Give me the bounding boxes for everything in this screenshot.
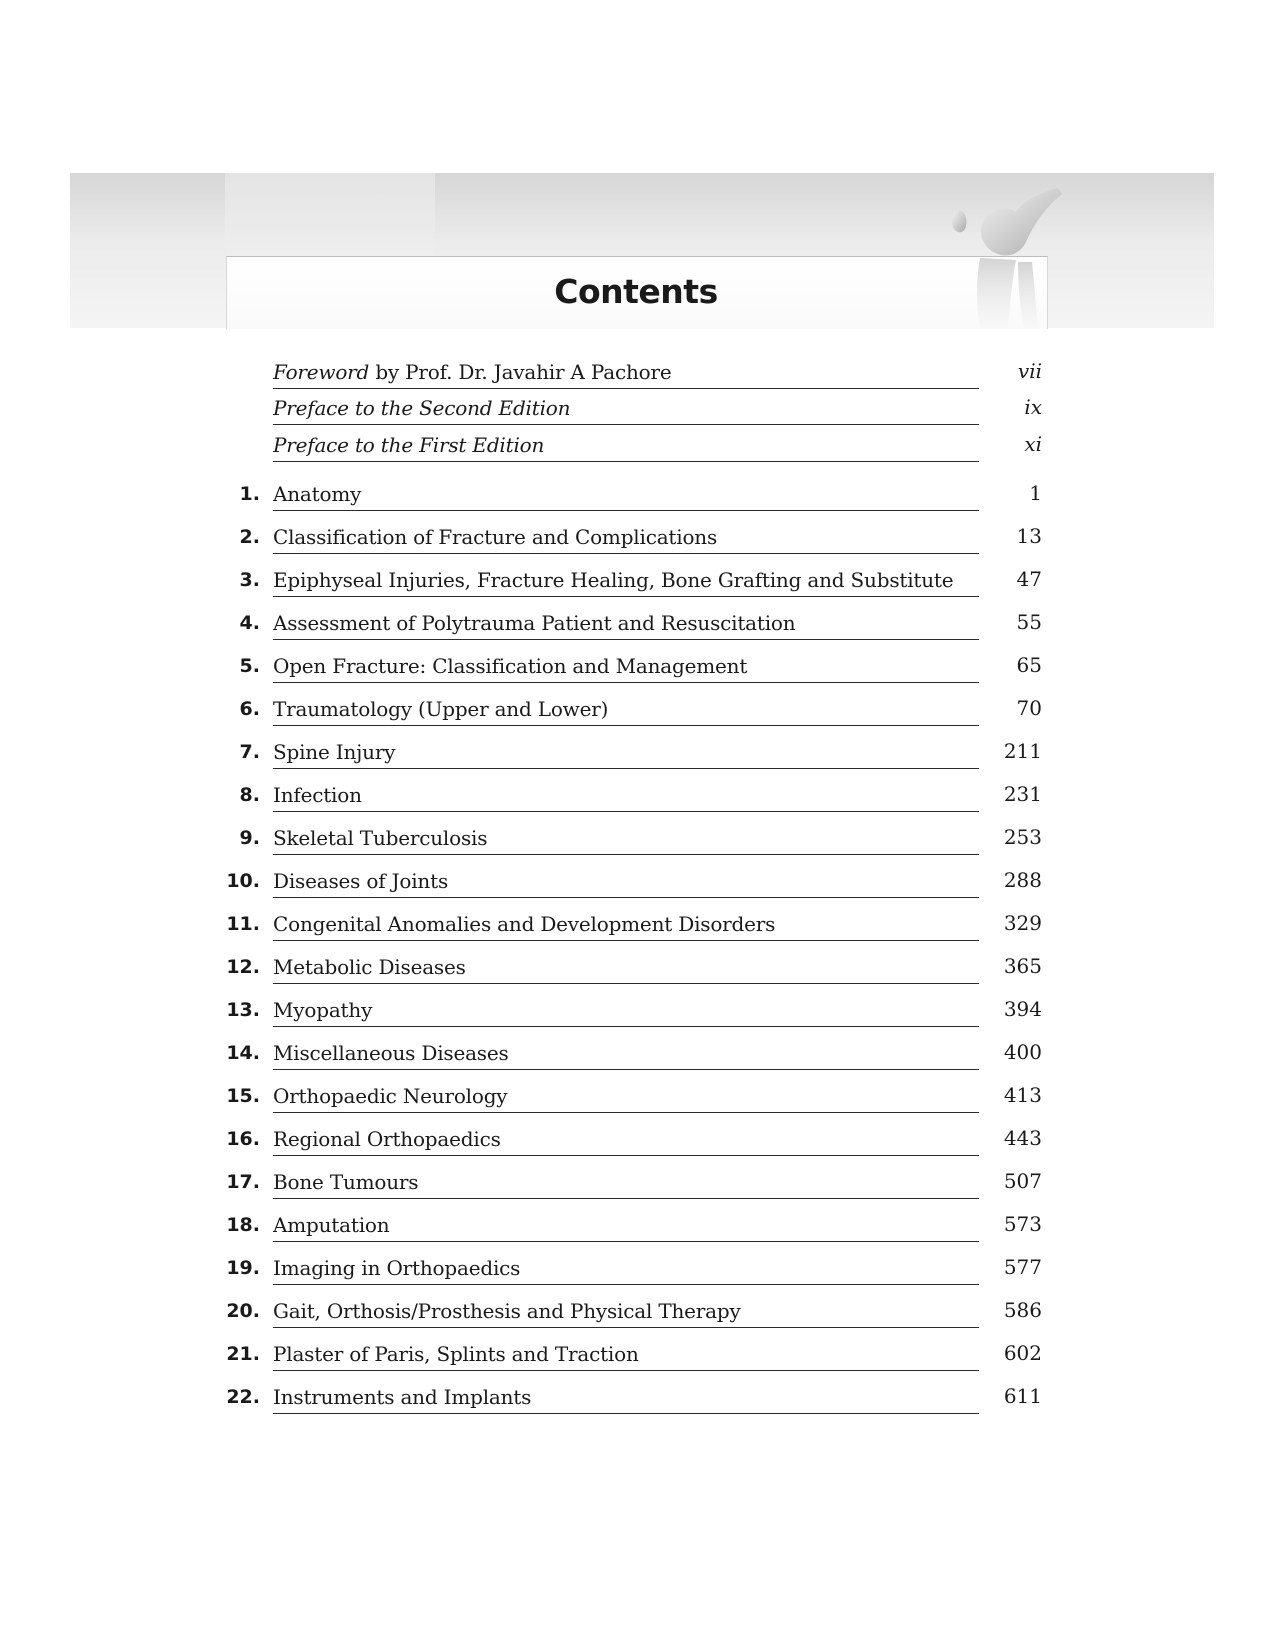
- toc-row-foreword: [0, 359, 1275, 389]
- chapter-page: 288: [1003, 868, 1042, 892]
- toc-row-chapter: [0, 1169, 1275, 1199]
- chapter-title: Traumatology (Upper and Lower): [273, 695, 979, 726]
- chapter-number: 14.: [226, 1042, 260, 1064]
- chapter-page: 231: [1003, 782, 1042, 806]
- chapter-page: 329: [1003, 911, 1042, 935]
- toc-entry-page: vii: [1017, 359, 1042, 383]
- chapter-title: Metabolic Diseases: [273, 953, 979, 984]
- chapter-title: Imaging in Orthopaedics: [273, 1254, 979, 1285]
- chapter-title: Infection: [273, 781, 979, 812]
- chapter-page: 602: [1003, 1341, 1042, 1365]
- chapter-page: 611: [1003, 1384, 1042, 1408]
- chapter-number: 3.: [239, 569, 260, 591]
- chapter-page: 573: [1003, 1212, 1042, 1236]
- toc-row-chapter: [0, 868, 1275, 898]
- chapter-number: 15.: [226, 1085, 260, 1107]
- toc-row-preface-second: [0, 395, 1275, 425]
- toc-row-chapter: [0, 739, 1275, 769]
- chapter-page: 394: [1003, 997, 1042, 1021]
- chapter-title: Anatomy: [273, 480, 979, 511]
- chapter-page: 507: [1003, 1169, 1042, 1193]
- chapter-page: 586: [1003, 1298, 1042, 1322]
- toc-entry-title-rest: by Prof. Dr. Javahir A Pachore: [369, 360, 672, 384]
- toc-row-chapter: [0, 1298, 1275, 1328]
- toc-row-chapter: [0, 610, 1275, 640]
- toc-row-chapter: [0, 1083, 1275, 1113]
- chapter-title: Diseases of Joints: [273, 867, 979, 898]
- chapter-number: 13.: [226, 999, 260, 1021]
- toc-row-chapter: [0, 653, 1275, 683]
- toc-row-chapter: [0, 825, 1275, 855]
- chapter-title: Miscellaneous Diseases: [273, 1039, 979, 1070]
- toc-row-chapter: [0, 696, 1275, 726]
- toc-entry-title-italic: Preface to the Second Edition: [273, 396, 571, 420]
- toc-entry-title: [273, 431, 979, 462]
- toc-row-chapter: [0, 524, 1275, 554]
- toc-entry-title: [273, 394, 979, 425]
- chapter-number: 8.: [239, 784, 260, 806]
- chapter-title: Instruments and Implants: [273, 1383, 979, 1414]
- toc-row-chapter: [0, 911, 1275, 941]
- toc-row-chapter: [0, 567, 1275, 597]
- chapter-title: Open Fracture: Classification and Management: [273, 652, 979, 683]
- chapter-page: 70: [1016, 696, 1042, 720]
- chapter-title: Orthopaedic Neurology: [273, 1082, 979, 1113]
- chapter-number: 6.: [239, 698, 260, 720]
- chapter-number: 21.: [226, 1343, 260, 1365]
- toc-entry-page: xi: [1024, 432, 1042, 456]
- chapter-title: Assessment of Polytrauma Patient and Resuscitation: [273, 609, 979, 640]
- chapter-number: 19.: [226, 1257, 260, 1279]
- toc-row-chapter: [0, 1126, 1275, 1156]
- chapter-number: 5.: [239, 655, 260, 677]
- page-title: Contents: [554, 272, 718, 311]
- chapter-title: Bone Tumours: [273, 1168, 979, 1199]
- chapter-page: 443: [1003, 1126, 1042, 1150]
- chapter-number: 17.: [226, 1171, 260, 1193]
- chapter-number: 22.: [226, 1386, 260, 1408]
- chapter-number: 2.: [239, 526, 260, 548]
- toc-row-chapter: [0, 1040, 1275, 1070]
- chapter-page: 47: [1016, 567, 1042, 591]
- chapter-page: 253: [1003, 825, 1042, 849]
- chapter-page: 365: [1003, 954, 1042, 978]
- chapter-number: 9.: [239, 827, 260, 849]
- chapter-page: 211: [1003, 739, 1042, 763]
- toc-row-preface-first: [0, 432, 1275, 462]
- toc-row-chapter: [0, 1212, 1275, 1242]
- chapter-title: Classification of Fracture and Complications: [273, 523, 979, 554]
- chapter-title: Congenital Anomalies and Development Disorders: [273, 910, 979, 941]
- chapter-number: 1.: [239, 483, 260, 505]
- chapter-page: 413: [1003, 1083, 1042, 1107]
- chapter-page: 577: [1003, 1255, 1042, 1279]
- chapter-title: Epiphyseal Injuries, Fracture Healing, Bone Grafting and Substitute: [273, 566, 979, 597]
- chapter-page: 400: [1003, 1040, 1042, 1064]
- toc-entry-title-italic: Preface to the First Edition: [273, 433, 545, 457]
- chapter-number: 20.: [226, 1300, 260, 1322]
- chapter-number: 7.: [239, 741, 260, 763]
- chapter-number: 12.: [226, 956, 260, 978]
- chapter-title: Plaster of Paris, Splints and Traction: [273, 1340, 979, 1371]
- toc-entry-title-italic: Foreword: [273, 360, 370, 384]
- toc-row-chapter: [0, 1255, 1275, 1285]
- toc-row-chapter: [0, 1384, 1275, 1414]
- chapter-number: 4.: [239, 612, 260, 634]
- chapter-title: Spine Injury: [273, 738, 979, 769]
- toc-row-chapter: [0, 1341, 1275, 1371]
- toc-row-chapter: [0, 997, 1275, 1027]
- toc-row-chapter: [0, 782, 1275, 812]
- chapter-page: 55: [1016, 610, 1042, 634]
- toc-entry-title: [273, 358, 979, 389]
- toc-entry-page: ix: [1024, 395, 1042, 419]
- chapter-title: Gait, Orthosis/Prosthesis and Physical Therapy: [273, 1297, 979, 1328]
- chapter-page: 13: [1016, 524, 1042, 548]
- chapter-title: Myopathy: [273, 996, 979, 1027]
- toc-row-chapter: [0, 954, 1275, 984]
- chapter-page: 65: [1016, 653, 1042, 677]
- toc-row-chapter: [0, 481, 1275, 511]
- chapter-title: Amputation: [273, 1211, 979, 1242]
- chapter-page: 1: [1029, 481, 1042, 505]
- chapter-title: Skeletal Tuberculosis: [273, 824, 979, 855]
- chapter-number: 16.: [226, 1128, 260, 1150]
- chapter-number: 18.: [226, 1214, 260, 1236]
- chapter-number: 10.: [226, 870, 260, 892]
- chapter-title: Regional Orthopaedics: [273, 1125, 979, 1156]
- chapter-number: 11.: [226, 913, 260, 935]
